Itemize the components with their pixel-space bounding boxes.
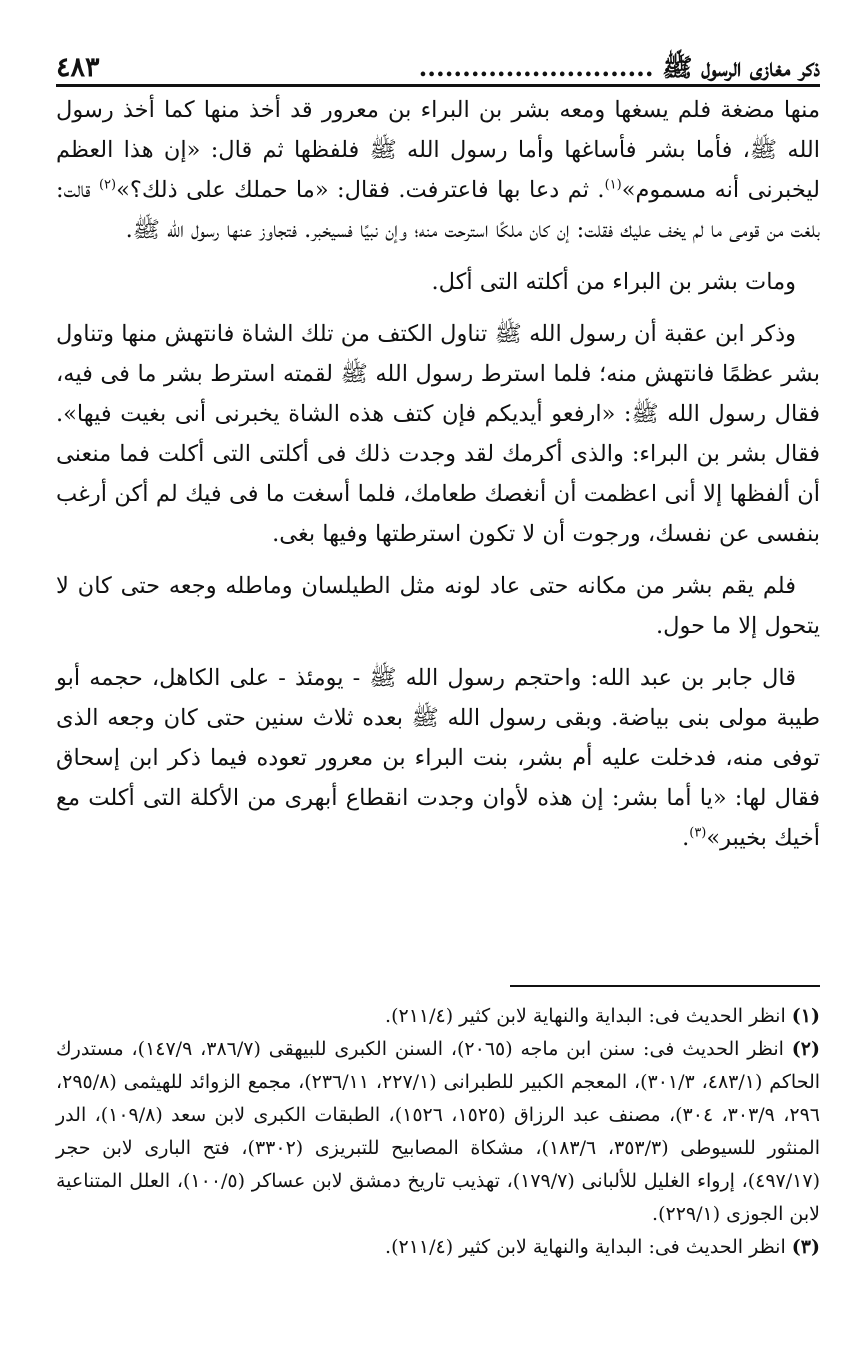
paragraph-1-part-b: . ثم دعا بها فاعترفت. فقال: «ما حملك على ذلك؟»: [116, 177, 605, 203]
footnote-3: [56, 1231, 820, 1264]
footnote-ref-3: (٣): [689, 825, 707, 841]
footnote-1-text: انظر الحديث فى: البداية والنهاية لابن كثير (٢١١/٤).: [385, 1005, 786, 1027]
paragraph-1: [56, 90, 820, 250]
paragraph-5: [56, 658, 820, 858]
paragraph-2: ومات بشر بن البراء من أكلته التى أكل.: [431, 269, 796, 295]
paragraph-4: فلم يقم بشر من مكانه حتى عاد لونه مثل الطيلسان وماطله وجعه حتى كان لا يتحول إلا ما حول.: [56, 573, 820, 639]
footnote-2-text: انظر الحديث فى: سنن ابن ماجه (٢٠٦٥)، السنن الكبرى للبيهقى (٣٨٦/٧، ١٤٧/٩)، مستدرك الحاكم (٤٨٣/١، ٣٠١/٣)، المعجم الكبير للطبرانى (٢٢٧/١، ٢٣٦/١١)، مجمع الزوائد للهيثمى (٢٩٥/٨، ٢٩٦، ٣٠٣/٩، ٣٠٤)، مصنف عبد الرزاق (١٥٢٥، ١٥٢٦)، الطبقات الكبرى لابن سعد (١٠٩/٨)، الدر المنثور للسيوطى (٣٥٣/٣، ١٨٣/٦)، مشكاة المصابيح للتبريزى (٣٣٠٢)، فتح البارى لابن حجر (٤٩٧/١٧)، إرواء الغليل للألبانى (١٧٩/٧)، تهذيب تاريخ دمشق لابن عساكر (١٠٠/٥)، العلل المتناعية لابن الجوزى (٢٢٩/١).: [56, 1038, 821, 1225]
paragraph-1-part-a: منها مضغة فلم يسغها ومعه بشر بن البراء بن معرور قد أخذ منها كما أخذ رسول الله ﷺ، فأما بشر فأساغها وأما رسول الله ﷺ فلفظها ثم قال: «إن هذا العظم ليخبرنى أنه مسموم»: [56, 97, 820, 203]
page-number: ٤٨٣: [56, 52, 100, 83]
paragraph-5-part-a: قال جابر بن عبد الله: واحتجم رسول الله ﷺ - يومئذ - على الكاهل، حجمه أبو طيبة مولى بنى بياضة. وبقى رسول الله ﷺ بعده ثلاث سنين حتى كان وجعه الذى توفى منه، فدخلت عليه أم بشر، بنت البراء بن معرور تعوده فيما ذكر ابن إسحاق فقال لها: «يا أما بشر: إن هذه لأوان وجدت انقطاع أبهرى من الأكلة التى أكلت مع أخيك بخيبر»: [56, 665, 820, 851]
footnote-3-text: انظر الحديث فى: البداية والنهاية لابن كثير (٢١١/٤).: [385, 1236, 786, 1258]
footnote-3-number: (٣): [791, 1236, 820, 1258]
footnote-2-number: (٢): [791, 1038, 820, 1060]
footnote-2: [56, 1033, 820, 1231]
footnote-ref-2: (٢): [98, 177, 117, 193]
footnote-1: [56, 1000, 820, 1033]
paragraph-3: وذكر ابن عقبة أن رسول الله ﷺ تناول الكتف من تلك الشاة فانتهش منها وتناول بشر عظمًا فانتهش منه؛ فلما استرط رسول الله ﷺ لقمته استرط بشر ما فى فيه، فقال رسول الله ﷺ: «ارفعو أيديكم فإن كتف هذه الشاة يخبرنى أنى بغيت فيها». فقال بشر بن البراء: والذى أكرمك لقد وجدت ذلك فى أكلتى التى أكلت فما منعنى أن ألفظها إلا أنى اعظمت أن أنغصك طعامك، فلما أسغت ما فى فيك لم أكن أرغب بنفسى عن نفسك، ورجوت أن لا تكون استرطتها وفيها بغى.: [56, 321, 820, 547]
main-text: [56, 90, 820, 858]
footnotes: [56, 1000, 820, 1264]
chapter-title: ذكر مغازى الرسول ﷺ ...........................: [418, 53, 820, 82]
paragraph-1-part-c: قالت: بلغت من قومى ما لم يخف عليك فقلت: إن كان ملكًا استرحت منه؛ وإن نبيًا فسيخبر. فتجاوز عنها رسول الله ﷺ.: [56, 177, 820, 243]
paragraph-5-part-b: .: [682, 825, 690, 851]
running-header: [56, 44, 820, 87]
footnote-1-number: (١): [791, 1005, 820, 1027]
footnote-divider: [510, 985, 820, 987]
footnote-ref-1: (١): [604, 177, 622, 193]
